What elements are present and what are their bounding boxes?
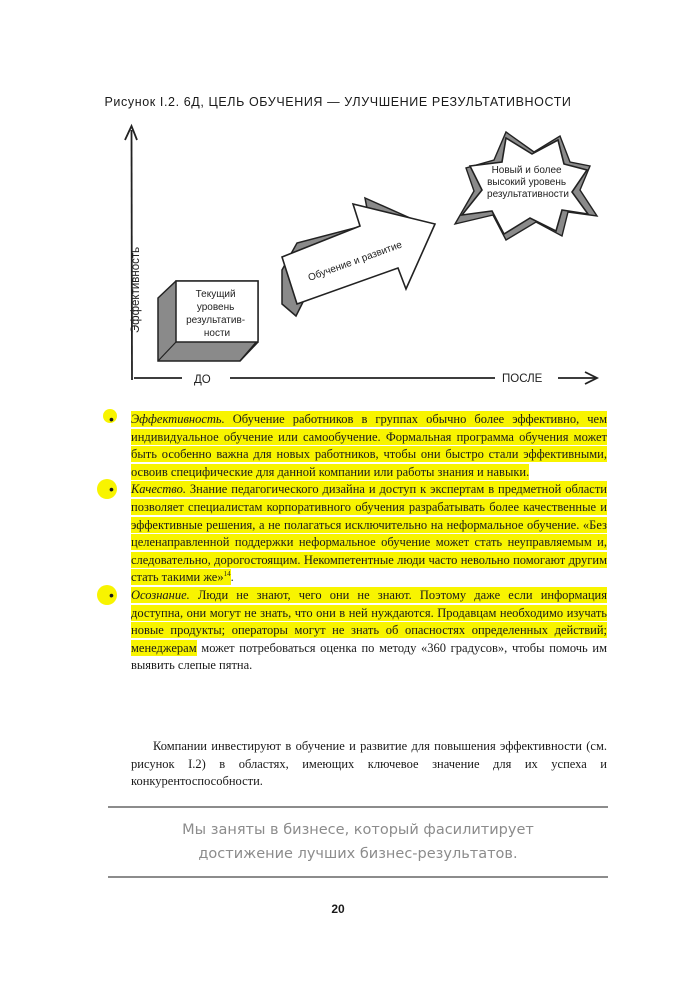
quote-top-rule bbox=[108, 806, 608, 808]
x-axis-end-label: ПОСЛЕ bbox=[502, 373, 543, 385]
figure-title: Рисунок I.2. 6Д, ЦЕЛЬ ОБУЧЕНИЯ — УЛУЧШЕНИЕ РЕЗУЛЬТАТИВНОСТИ bbox=[104, 95, 572, 109]
new-level-line-1: Новый и более bbox=[491, 165, 562, 176]
pull-quote bbox=[108, 818, 608, 866]
marker-blob bbox=[97, 585, 117, 605]
bullet-dot: • bbox=[109, 411, 114, 427]
highlighted-text bbox=[131, 411, 607, 480]
footnote-ref[interactable]: 14 bbox=[223, 570, 231, 579]
bullet-quality bbox=[109, 481, 607, 587]
current-level-line-1: Текущий bbox=[195, 289, 236, 300]
bullet-term: Эффективность. bbox=[131, 412, 225, 426]
bullet-dot: • bbox=[109, 481, 114, 498]
y-axis-label: Эффективность bbox=[130, 246, 142, 334]
current-level-line-2: уровень bbox=[196, 302, 235, 313]
new-level-label bbox=[487, 164, 569, 200]
page-number: 20 bbox=[331, 902, 345, 916]
bullet-list bbox=[109, 411, 607, 675]
body-paragraph: Компании инвестируют в обучение и развитие для повышения эффективности (см. рисунок I.2) в областях, имеющих ключевое значение для их успеха и конкурентоспособности. bbox=[131, 739, 607, 789]
performance-diagram bbox=[110, 118, 610, 398]
bullet-text: Обучение работников в группах обычно более эффективно, чем индивидуальное обучение или самообучение. Формальная программа обучения может быть особенно важна для новых работников, чтобы они быстро стали эффективными, освоив специфические для данной компании или работы знания и навыки. bbox=[131, 412, 607, 479]
new-level-line-2: высокий уровень bbox=[487, 177, 567, 188]
pull-quote-line-1: Мы заняты в бизнесе, который фасилитирует bbox=[182, 822, 534, 838]
highlighted-text bbox=[131, 481, 607, 585]
bullet-text-plain: может потребоваться оценка по методу «360 градусов», чтобы помочь им выявить слепые пятна. bbox=[131, 640, 607, 673]
pull-quote-line-2: достижение лучших бизнес-результатов. bbox=[198, 846, 518, 862]
bullet-awareness bbox=[109, 586, 607, 675]
current-level-line-3: результатив- bbox=[186, 315, 246, 326]
quote-bottom-rule bbox=[108, 876, 608, 878]
bullet-text-plain: . bbox=[230, 570, 234, 585]
bullet-term: Качество. bbox=[131, 482, 186, 497]
marker-blob bbox=[97, 479, 117, 499]
bullet-term: Осознание. bbox=[131, 587, 190, 602]
current-level-line-4: ности bbox=[203, 328, 231, 339]
bullet-efficiency bbox=[109, 411, 607, 481]
bullet-dot: • bbox=[109, 586, 114, 603]
bullet-text: Знание педагогического дизайна и доступ к экспертам в предметной области позволяет специалистам корпоративного обучения разрабатывать более качественные и эффективные решения, а не полагаться исключительно на неформальное обучение. «Без целенаправленной поддержки неформальное обучение может стать неуправляемым и, следовательно, дорогостоящим. Некомпетентные люди часто невольно помогают другим стать такими же» bbox=[131, 482, 607, 585]
bullet-text: Люди не знают, чего они не знают. Поэтому даже если информация доступна, они могут не знать, что они в ней нуждаются. Продавцам необходимо изучать новые продукты; операторы могут не знать об опасностях определенных действий; менеджерам bbox=[131, 587, 607, 655]
new-level-line-3: результативности bbox=[487, 189, 569, 200]
learning-arrow-label: Обучение и развитие bbox=[306, 239, 404, 284]
x-axis-start-label: ДО bbox=[194, 374, 211, 386]
